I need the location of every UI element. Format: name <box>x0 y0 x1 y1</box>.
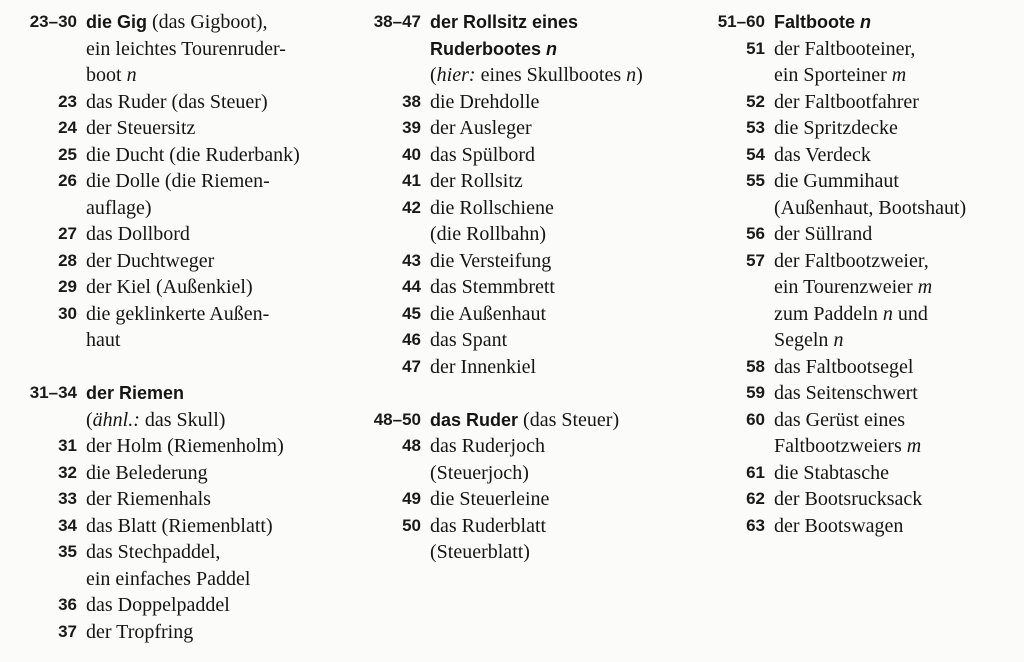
entry-text-part: die Belederung <box>86 461 208 484</box>
entry-text <box>765 486 1021 513</box>
glossary-entry <box>14 460 354 487</box>
entry-text <box>421 89 703 116</box>
entry-number: 30 <box>58 303 77 323</box>
glossary-entry <box>358 354 703 381</box>
entry-text-part: der Ausleger <box>430 117 532 139</box>
entry-text-part: die Außenhaut <box>430 302 547 325</box>
entry-number: 42 <box>402 197 421 217</box>
entry-text <box>77 486 354 513</box>
entry-text-part: das Faltbootsegel <box>774 355 914 378</box>
entry-number: 60 <box>746 409 765 429</box>
glossary-entry <box>703 142 1021 169</box>
glossary-entry <box>358 327 703 354</box>
glossary-column-3 <box>703 9 1021 539</box>
glossary-entry <box>14 221 354 248</box>
glossary-continuation <box>14 327 354 354</box>
entry-text <box>765 168 1021 195</box>
entry-number <box>703 301 765 328</box>
entry-text <box>77 195 354 222</box>
entry-text-part: der Holm (Riemenholm) <box>86 435 284 457</box>
entry-text-part: Ruderbootes <box>430 38 547 59</box>
glossary-entry <box>358 115 703 142</box>
entry-number <box>14 407 77 434</box>
entry-number <box>14 195 77 222</box>
entry-text <box>421 142 703 169</box>
entry-number: 37 <box>58 621 77 641</box>
glossary-entry <box>14 592 354 619</box>
entry-number: 23–30 <box>29 12 77 31</box>
glossary-entry <box>14 539 354 566</box>
glossary-column-2 <box>358 9 703 566</box>
glossary-continuation <box>14 62 354 89</box>
entry-text-part: das Blatt (Riemenblatt) <box>86 514 273 537</box>
entry-text-part: und <box>892 302 928 325</box>
entry-text-part: der Steuersitz <box>86 117 196 139</box>
entry-number <box>358 460 421 487</box>
entry-text <box>765 354 1021 381</box>
entry-text-part: zum Paddeln <box>774 302 883 325</box>
entry-text <box>421 62 703 89</box>
entry-number: 38 <box>402 91 421 111</box>
entry-text <box>77 327 354 354</box>
entry-text <box>765 380 1021 407</box>
entry-text-part: auflage) <box>86 196 152 219</box>
glossary-entry <box>358 195 703 222</box>
glossary-continuation <box>14 566 354 593</box>
entry-text <box>77 460 354 487</box>
glossary-entry <box>703 221 1021 248</box>
entry-number: 63 <box>746 515 765 535</box>
glossary-continuation <box>358 221 703 248</box>
grammar-label: n <box>546 38 558 59</box>
glossary-continuation <box>14 36 354 63</box>
entry-text-part: ein Tourenzweier <box>774 276 918 298</box>
entry-number: 46 <box>402 330 421 349</box>
entry-text <box>77 221 354 248</box>
grammar-label: ähnl.: <box>92 408 140 431</box>
glossary-entry <box>358 486 703 513</box>
entry-text-part: das Doppelpaddel <box>86 594 230 616</box>
entry-text <box>77 36 354 63</box>
entry-text-part: der Rollsitz eines <box>430 12 579 32</box>
entry-text-part: ( <box>430 64 437 86</box>
entry-number <box>358 36 421 63</box>
entry-number: 50 <box>402 515 421 535</box>
entry-number: 39 <box>402 118 421 137</box>
entry-text <box>765 89 1021 116</box>
entry-text-part: das Dollbord <box>86 223 190 245</box>
entry-number <box>358 221 421 248</box>
glossary-entry <box>358 142 703 169</box>
entry-text <box>77 592 354 619</box>
entry-number: 31–34 <box>29 383 77 402</box>
entry-number: 52 <box>746 91 765 111</box>
glossary-entry <box>358 301 703 328</box>
entry-text-part: (Außenhaut, Bootshaut) <box>774 196 967 219</box>
entry-text <box>765 274 1021 301</box>
entry-text <box>421 115 703 142</box>
entry-text <box>77 433 354 460</box>
entry-text-part: die Steuerleine <box>430 488 550 510</box>
entry-text <box>421 327 703 354</box>
glossary-entry <box>14 248 354 275</box>
entry-text-part: (das Steuer) <box>518 408 620 431</box>
entry-text-part: (das Gigboot), <box>147 11 268 33</box>
entry-text-part: das Gerüst eines <box>774 408 906 431</box>
entry-text <box>421 274 703 301</box>
entry-text-part: die Versteifung <box>430 249 552 272</box>
entry-text <box>77 301 354 328</box>
glossary-continuation <box>703 327 1021 354</box>
entry-text <box>421 407 703 434</box>
entry-text <box>77 248 354 275</box>
entry-text-part: (Steuerblatt) <box>430 541 530 563</box>
entry-text <box>421 36 703 63</box>
entry-number <box>14 327 77 354</box>
glossary-entry <box>14 433 354 460</box>
glossary-continuation <box>703 274 1021 301</box>
section-heading <box>358 36 703 63</box>
entry-text <box>421 539 703 566</box>
glossary-entry <box>703 36 1021 63</box>
grammar-label: m <box>906 435 922 457</box>
entry-number: 31 <box>58 436 77 455</box>
entry-text-part: das Ruder <box>430 409 519 430</box>
glossary-entry <box>14 486 354 513</box>
glossary-continuation <box>703 433 1021 460</box>
glossary-continuation <box>14 407 354 434</box>
entry-text-part: das Spant <box>430 329 508 351</box>
glossary-continuation <box>358 460 703 487</box>
entry-number <box>703 62 765 89</box>
entry-text <box>765 62 1021 89</box>
entry-number <box>703 433 765 460</box>
glossary-entry <box>358 433 703 460</box>
grammar-label: m <box>917 276 933 298</box>
entry-text-part: haut <box>86 329 121 351</box>
entry-text <box>421 460 703 487</box>
entry-number: 51 <box>746 38 765 58</box>
entry-number <box>14 566 77 593</box>
section-spacer <box>14 354 354 381</box>
glossary-entry <box>703 407 1021 434</box>
entry-text <box>77 142 354 169</box>
entry-text <box>77 9 354 36</box>
entry-text-part: das Ruderjoch <box>430 435 545 457</box>
entry-number: 26 <box>58 171 77 190</box>
entry-number: 41 <box>402 171 421 190</box>
glossary-entry <box>703 168 1021 195</box>
entry-text <box>765 115 1021 142</box>
entry-text-part: ) <box>636 64 643 86</box>
glossary-continuation <box>703 195 1021 222</box>
entry-number: 34 <box>58 515 77 535</box>
entry-number: 44 <box>402 277 421 296</box>
entry-text-part: die geklinkerte Außen- <box>86 302 270 325</box>
entry-text-part: das Spülbord <box>430 143 535 166</box>
entry-text-part: das Seitenschwert <box>774 382 918 404</box>
entry-text <box>77 380 354 407</box>
glossary-entry <box>358 89 703 116</box>
entry-text <box>421 248 703 275</box>
entry-text <box>765 433 1021 460</box>
entry-number <box>703 274 765 301</box>
grammar-label: n <box>126 64 137 86</box>
glossary-entry <box>358 168 703 195</box>
entry-text-part: der Kiel (Außenkiel) <box>86 276 253 298</box>
entry-text <box>765 36 1021 63</box>
glossary-entry <box>703 89 1021 116</box>
glossary-entry <box>703 460 1021 487</box>
section-spacer <box>358 380 703 407</box>
entry-text-part: das Skull) <box>139 408 226 431</box>
entry-number: 61 <box>746 462 765 482</box>
entry-number <box>703 327 765 354</box>
glossary-entry <box>358 274 703 301</box>
entry-text <box>765 221 1021 248</box>
entry-number: 29 <box>58 277 77 296</box>
entry-text-part: die Ducht (die Ruderbank) <box>86 143 300 166</box>
entry-text-part: die Drehdolle <box>430 90 540 113</box>
glossary-entry <box>703 354 1021 381</box>
entry-text <box>77 619 354 646</box>
glossary-column-1 <box>14 9 354 645</box>
entry-text-part: das Ruderblatt <box>430 514 547 537</box>
entry-text <box>421 195 703 222</box>
glossary-entry <box>703 248 1021 275</box>
entry-text-part: die Stabtasche <box>774 461 889 484</box>
entry-text-part: der Süllrand <box>774 223 873 245</box>
entry-number: 23 <box>58 91 77 111</box>
entry-text-part: ein leichtes Tourenruder- <box>86 37 286 60</box>
glossary-entry <box>14 513 354 540</box>
glossary-entry <box>703 513 1021 540</box>
glossary-continuation <box>358 62 703 89</box>
glossary-entry <box>14 168 354 195</box>
entry-number: 55 <box>746 171 765 190</box>
glossary-continuation <box>358 539 703 566</box>
entry-text <box>421 513 703 540</box>
entry-text <box>765 195 1021 222</box>
entry-number: 36 <box>58 595 77 614</box>
entry-number: 48 <box>402 436 421 455</box>
entry-text-part: das Stechpaddel, <box>86 541 221 563</box>
entry-number: 62 <box>746 489 765 508</box>
entry-number: 45 <box>402 303 421 323</box>
entry-number: 35 <box>58 542 77 561</box>
entry-text <box>765 301 1021 328</box>
entry-text-part: Faltbootzweiers <box>774 435 907 457</box>
entry-text <box>765 327 1021 354</box>
glossary-continuation <box>14 195 354 222</box>
glossary-entry <box>14 619 354 646</box>
glossary-entry <box>14 274 354 301</box>
entry-text-part: das Verdeck <box>774 143 871 166</box>
glossary-entry <box>703 115 1021 142</box>
entry-text-part: der Faltbooteiner, <box>774 37 916 60</box>
glossary-entry <box>14 89 354 116</box>
glossary-entry <box>14 115 354 142</box>
entry-text <box>77 168 354 195</box>
entry-number: 47 <box>402 356 421 376</box>
entry-text-part: der Bootsrucksack <box>774 488 923 510</box>
entry-text <box>421 486 703 513</box>
entry-text-part: die Gummihaut <box>774 170 899 192</box>
entry-number: 49 <box>402 489 421 508</box>
glossary-continuation <box>703 62 1021 89</box>
entry-text-part: ein einfaches Paddel <box>86 567 251 590</box>
entry-text <box>765 142 1021 169</box>
entry-text-part: der Bootswagen <box>774 514 904 537</box>
entry-text <box>77 274 354 301</box>
entry-text-part: der Faltbootzweier, <box>774 249 929 272</box>
entry-text <box>765 460 1021 487</box>
entry-number: 56 <box>746 224 765 243</box>
grammar-label: n <box>882 302 893 325</box>
entry-text-part: der Rollsitz <box>430 170 523 192</box>
entry-number: 53 <box>746 118 765 137</box>
entry-text <box>77 566 354 593</box>
section-heading <box>14 380 354 407</box>
grammar-label: n <box>833 329 844 351</box>
entry-text <box>421 433 703 460</box>
entry-text-part: eines Skullbootes <box>475 64 627 86</box>
entry-number: 25 <box>58 144 77 164</box>
entry-text <box>77 115 354 142</box>
entry-text-part: die Dolle (die Riemen- <box>86 170 270 192</box>
entry-text <box>77 539 354 566</box>
entry-text-part: der Riemen <box>86 383 185 403</box>
entry-text-part: die Gig <box>86 12 148 32</box>
entry-text <box>765 9 1021 36</box>
entry-number <box>358 62 421 89</box>
entry-number: 57 <box>746 250 765 270</box>
entry-text-part: ein Sporteiner <box>774 64 892 86</box>
entry-text-part: der Innenkiel <box>430 355 537 378</box>
entry-text <box>77 62 354 89</box>
section-heading <box>703 9 1021 36</box>
grammar-label: hier: <box>436 64 476 86</box>
glossary-entry <box>703 380 1021 407</box>
glossary-entry <box>14 142 354 169</box>
entry-text-part: die Spritzdecke <box>774 117 898 139</box>
entry-text-part: das Stemmbrett <box>430 276 555 298</box>
entry-text <box>765 407 1021 434</box>
glossary-entry <box>358 513 703 540</box>
entry-number: 32 <box>58 462 77 482</box>
entry-number: 58 <box>746 356 765 376</box>
entry-text-part: der Faltbootfahrer <box>774 90 919 113</box>
glossary-continuation <box>703 301 1021 328</box>
entry-number <box>358 539 421 566</box>
entry-number: 59 <box>746 383 765 402</box>
entry-text <box>421 9 703 36</box>
entry-number: 24 <box>58 118 77 137</box>
entry-text-part: der Duchtweger <box>86 249 215 272</box>
entry-number: 54 <box>746 144 765 164</box>
entry-text <box>77 89 354 116</box>
entry-text <box>765 513 1021 540</box>
section-heading <box>358 407 703 434</box>
entry-text-part: der Tropfring <box>86 620 194 643</box>
glossary-entry <box>358 248 703 275</box>
entry-text-part: der Riemenhals <box>86 488 211 510</box>
entry-text <box>421 354 703 381</box>
entry-number: 40 <box>402 144 421 164</box>
entry-text <box>421 168 703 195</box>
entry-text-part: das Ruder (das Steuer) <box>86 90 268 113</box>
grammar-label: n <box>626 64 637 86</box>
entry-text-part: die Rollschiene <box>430 196 554 219</box>
entry-number: 38–47 <box>373 12 421 31</box>
grammar-label: n <box>860 12 871 32</box>
entry-number <box>703 195 765 222</box>
entry-text-part: Segeln <box>774 329 834 351</box>
entry-text-part: (die Rollbahn) <box>430 223 547 245</box>
entry-text <box>77 407 354 434</box>
entry-text-part: boot <box>86 64 127 86</box>
entry-text <box>421 301 703 328</box>
entry-text-part: Faltboote <box>774 12 860 32</box>
entry-number: 48–50 <box>373 409 421 429</box>
entry-text-part: ( <box>86 408 93 431</box>
entry-number <box>14 62 77 89</box>
section-heading <box>358 9 703 36</box>
glossary-entry <box>703 486 1021 513</box>
glossary-entry <box>14 301 354 328</box>
entry-text <box>765 248 1021 275</box>
section-heading <box>14 9 354 36</box>
entry-number: 28 <box>58 250 77 270</box>
entry-number <box>14 36 77 63</box>
entry-number: 27 <box>58 224 77 243</box>
grammar-label: m <box>891 64 907 86</box>
entry-text <box>77 513 354 540</box>
entry-number: 51–60 <box>717 12 765 31</box>
entry-number: 33 <box>58 489 77 508</box>
entry-number: 43 <box>402 250 421 270</box>
entry-text-part: (Steuerjoch) <box>430 461 529 484</box>
entry-text <box>421 221 703 248</box>
